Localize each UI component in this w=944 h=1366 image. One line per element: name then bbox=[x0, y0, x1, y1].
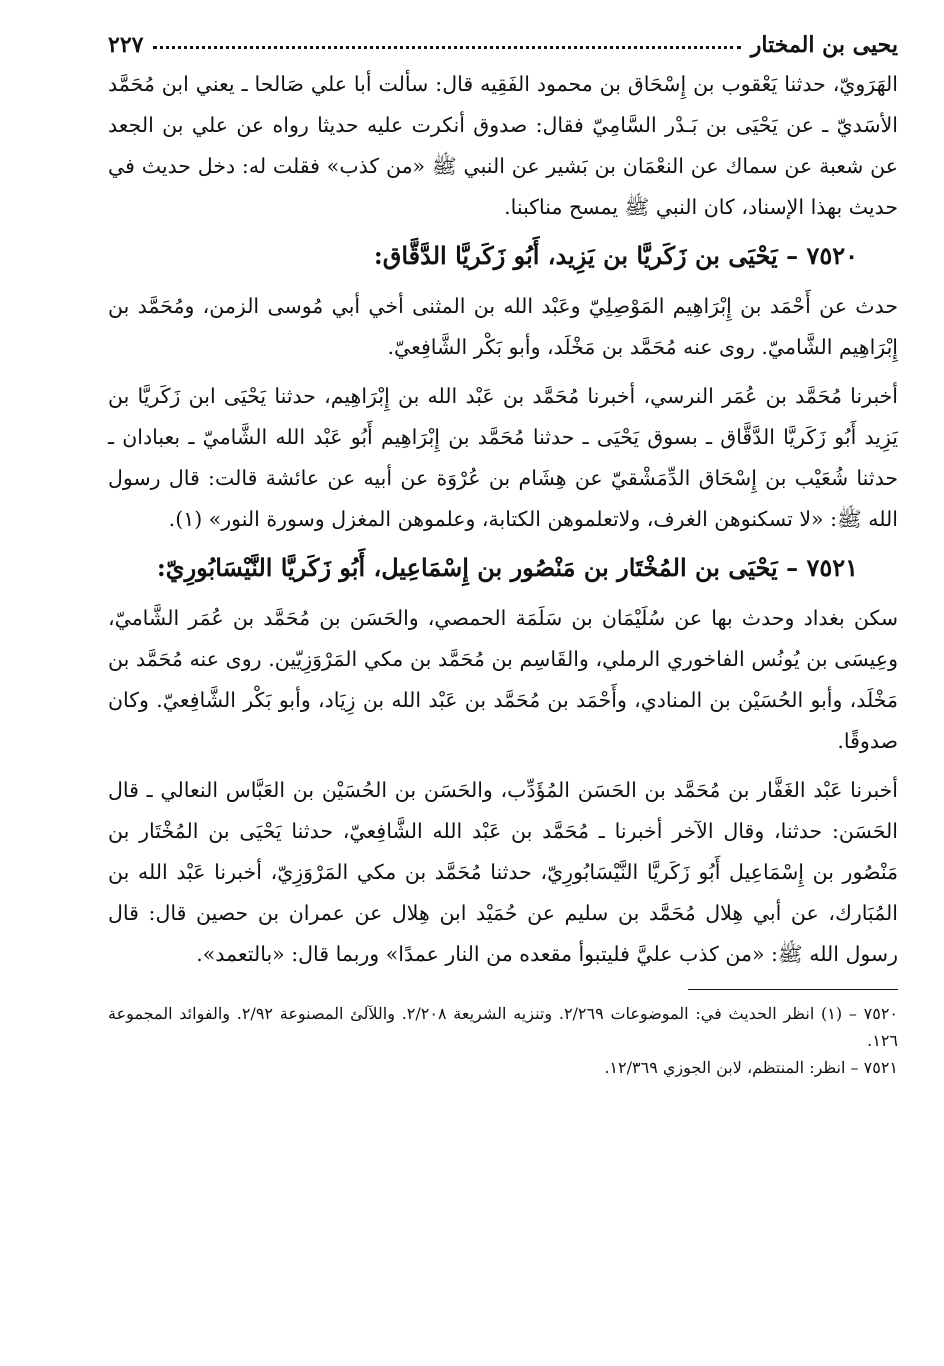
continuation-paragraph: الهَرَويّ، حدثنا يَعْقوب بن إِسْحَاق بن محمود الفَقِيه قال: سألت أبا علي صَالحا ـ يعني ابن مُحَمَّد الأسَديّ ـ عن يَحْيَى بن بَـدْر السَّامِيّ فقال: صدوق أنكرت عليه حديثا رواه عن علي بن الجعد عن شعبة عن سماك عن النعْمَان بن بَشير عن النبي ﷺ «من كذب» فقلت له: دخل حديث في حديث بهذا الإسناد، كان النبي ﷺ يمسح مناكبنا. bbox=[108, 72, 898, 219]
entry-paragraph: أخبرنا مُحَمَّد بن عُمَر النرسي، أخبرنا مُحَمَّد بن عَبْد الله بن إِبْرَاهِيم، حدثنا يَحْيَى ابن زَكَريَّا بن يَزِيد أَبُو زَكَريَّا الدَّقَّاق ـ بسوق يَحْيَى ـ حدثنا مُحَمَّد بن إِبْرَاهِيم أَبُو عَبْد الله الشَّاميّ ـ بعبادان ـ حدثنا شُعَيْب بن إِسْحَاق الدِّمَشْقيّ عن هِشَام بن عُرْوَة عن أبيه عن عائشة قالت: قال رسول الله ﷺ: «لا تسكنوهن الغرف، ولاتعلموهن الكتابة، وعلموهن المغزل وسورة النور» (١). bbox=[108, 384, 898, 531]
entry-paragraph: أخبرنا عَبْد الغَفَّار بن مُحَمَّد بن الحَسَن المُؤَدِّب، والحَسَن بن الحُسَيْن بن العَبَّاس النعالي ـ قال الحَسَن: حدثنا، وقال الآخر أخبرنا ـ مُحَمَّد بن عَبْد الله الشَّافِعيّ، حدثنا يَحْيَى بن المُخْتَار بن مَنْصُور بن إِسْمَاعِيل أَبُو زَكَريَّا النَّيْسَابُورِيّ، حدثنا مُحَمَّد بن مكي المَرْوَزِيّ، أخبرنا عَبْد الله بن المُبَارك، عن أبي هِلال مُحَمَّد بن سليم عن حُمَيْد ابن هِلال عن عمران بن حصين قال: قال رسول الله ﷺ: «من كذب عليَّ فليتبوأ مقعده من النار عمدًا» وربما قال: «بالتعمد». bbox=[108, 778, 898, 966]
entry-7521 bbox=[108, 542, 898, 975]
footnote: ٧٥٢١ – انظر: المنتظم، لابن الجوزي ١٢/٣٦٩. bbox=[604, 1058, 898, 1077]
entry-heading: ٧٥٢١ – يَحْيَى بن المُخْتَار بن مَنْصُور بن إِسْمَاعِيل، أَبُو زَكَريَّا النَّيْسَابُورِيّ: bbox=[156, 553, 858, 582]
running-title: يحيى بن المختار bbox=[750, 32, 898, 58]
entry-paragraph: سكن بغداد وحدث بها عن سُلَيْمَان بن سَلَمَة الحمصي، والحَسَن بن مُحَمَّد بن عُمَر الشَّاميّ، وعِيسَى بن يُونُس الفاخوري الرملي، والقَاسِم بن مُحَمَّد بن مكي المَرْوَزِيّين. روى عنه مُحَمَّد بن مَخْلَد، وأبو الحُسَيْن بن المنادي، وأَحْمَد بن مُحَمَّد بن عَبْد الله بن زِيَاد، وأبو بَكْر الشَّافِعيّ. وكان صدوقًا. bbox=[108, 606, 898, 753]
footnote-divider bbox=[688, 989, 898, 990]
header-dots-divider bbox=[153, 46, 740, 49]
footnotes bbox=[108, 1000, 898, 1081]
page-number: ٢٢٧ bbox=[108, 32, 144, 58]
book-page bbox=[108, 22, 898, 1342]
page-header bbox=[108, 22, 898, 58]
entry-paragraph: حدث عن أَحْمَد بن إِبْرَاهِيم المَوْصِلِيّ وعَبْد الله بن المثنى أخي أبي مُوسى الزمن، ومُحَمَّد بن إِبْرَاهِيم الشَّاميّ. روى عنه مُحَمَّد بن مَخْلَد، وأبو بَكْر الشَّافِعيّ. bbox=[108, 294, 898, 359]
entry-heading: ٧٥٢٠ – يَحْيَى بن زَكَريَّا بن يَزِيد، أَبُو زَكَريَّا الدَّقَّاق: bbox=[373, 241, 858, 270]
footnote: ٧٥٢٠ – (١) انظر الحديث في: الموضوعات ٢/٢٦٩. وتنزيه الشريعة ٢/٢٠٨. واللآلئ المصنوعة ٢/٩٢. والفوائد المجموعة ١٢٦. bbox=[108, 1004, 899, 1050]
entry-7520 bbox=[108, 230, 898, 540]
